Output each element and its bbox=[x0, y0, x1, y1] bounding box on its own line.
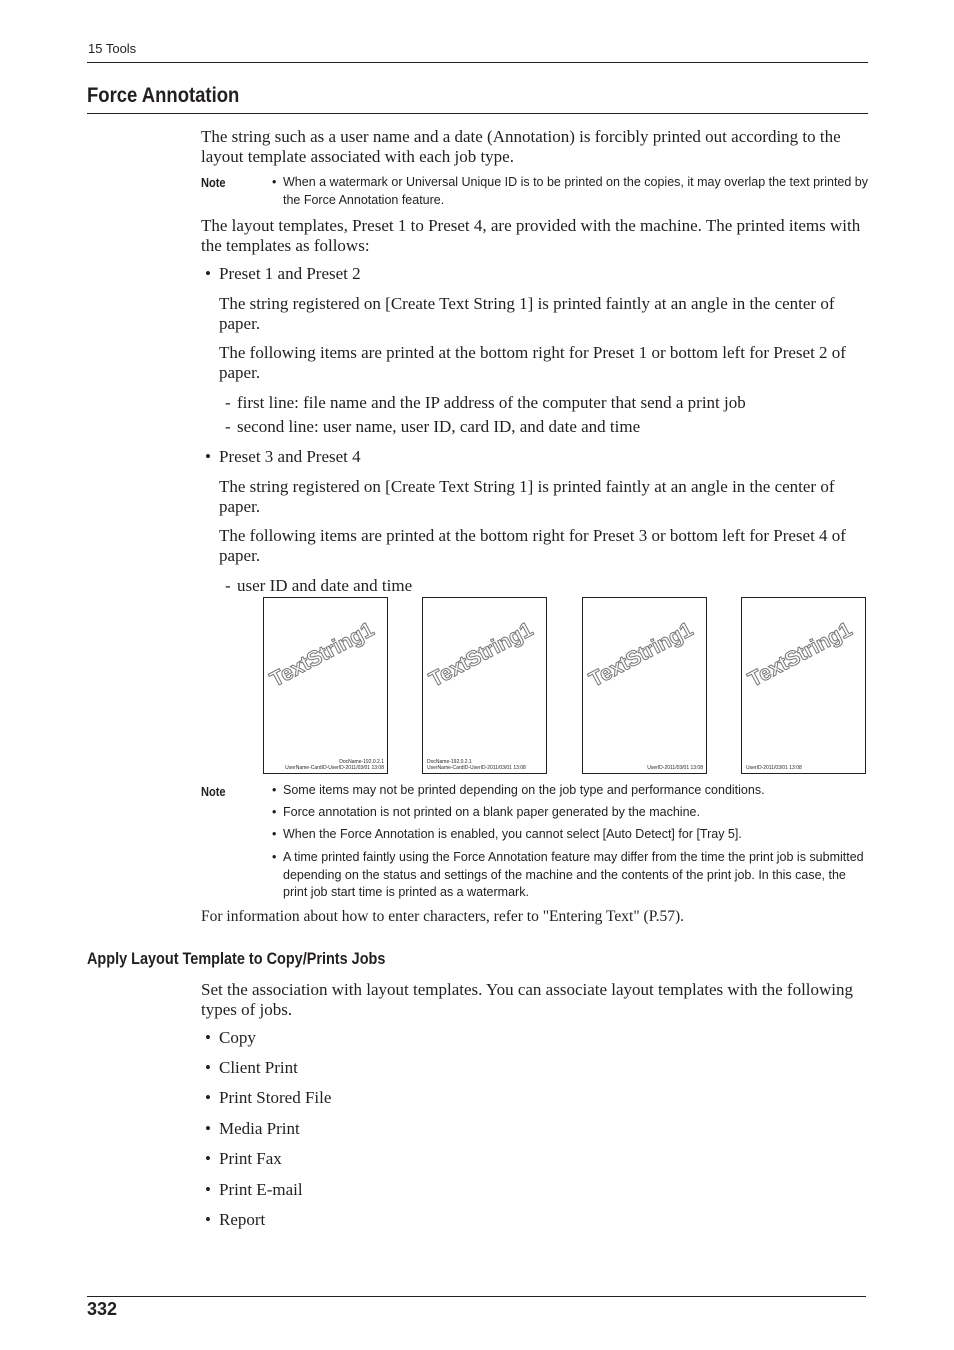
dash-icon: - bbox=[225, 576, 231, 595]
bullet-icon: • bbox=[205, 1180, 211, 1199]
preset-2-sample bbox=[422, 597, 547, 774]
watermark-text: TextString1 bbox=[425, 617, 537, 692]
watermark-text: TextString1 bbox=[266, 617, 378, 692]
bullet-icon: • bbox=[205, 1058, 211, 1077]
note-item: • A time printed faintly using the Force Annotation feature may differ from the time the print job is submitted depending on the status and settings of the machine and the contents of the print job. In this case, the print job start time is printed as a watermark. bbox=[272, 850, 864, 899]
page-number: 332 bbox=[87, 1299, 118, 1319]
bullet-icon: • bbox=[205, 264, 211, 283]
bullet-icon: • bbox=[205, 1088, 211, 1107]
note-label: Note bbox=[201, 175, 226, 190]
paragraph: Set the association with layout templates. You can associate layout templates with the following types of jobs. bbox=[201, 980, 854, 1019]
dash-item: user ID and date and time bbox=[237, 576, 413, 595]
bullet-icon: • bbox=[205, 1119, 211, 1138]
title-rule bbox=[87, 113, 868, 114]
preset-4-sample bbox=[741, 597, 866, 774]
footer-rule bbox=[87, 1296, 866, 1297]
paragraph: The following items are printed at the bottom right for Preset 3 or bottom left for Preset 4 of paper. bbox=[219, 526, 846, 565]
bullet-preset-3-4: Preset 3 and Preset 4 bbox=[219, 447, 361, 466]
bullet-icon: • bbox=[205, 1149, 211, 1168]
paragraph: The following items are printed at the bottom right for Preset 1 or bottom left for Preset 2 of paper. bbox=[219, 343, 846, 382]
preset-1-sample bbox=[263, 597, 388, 774]
list-item: Print Stored File bbox=[219, 1088, 332, 1107]
list-item: Client Print bbox=[219, 1058, 298, 1077]
paragraph: The string registered on [Create Text String 1] is printed faintly at an angle in the center of paper. bbox=[219, 294, 835, 333]
dash-icon: - bbox=[225, 393, 231, 412]
list-item: Report bbox=[219, 1210, 266, 1229]
bullet-icon: • bbox=[205, 1210, 211, 1229]
chapter-header: 15 Tools bbox=[88, 41, 137, 56]
dash-icon: - bbox=[225, 417, 231, 436]
section-title: Force Annotation bbox=[87, 84, 240, 107]
intro-paragraph: The string such as a user name and a date (Annotation) is forcibly printed out according to the layout template associated with each job type. bbox=[201, 127, 841, 166]
annotation-text: DocName-192.0.2.1 UserName-CardID-UserID-2011/03/01 13:08 bbox=[427, 759, 526, 771]
dash-item: first line: file name and the IP address of the computer that send a print job bbox=[237, 393, 746, 412]
header-rule bbox=[87, 62, 868, 63]
list-item: Print Fax bbox=[219, 1149, 282, 1168]
list-item: Copy bbox=[219, 1028, 256, 1047]
reference-link-text: For information about how to enter characters, refer to "Entering Text" (P.57). bbox=[201, 908, 685, 925]
paragraph: The layout templates, Preset 1 to Preset 4, are provided with the machine. The printed items with the templates as follows: bbox=[201, 216, 861, 255]
annotation-text: UserID-2011/03/01 13:08 bbox=[746, 765, 802, 771]
note-item: • Force annotation is not printed on a blank paper generated by the machine. bbox=[272, 805, 700, 819]
annotation-text: DocName-192.0.2.1 UserName-CardID-UserID-2011/03/01 13:08 bbox=[285, 759, 384, 771]
dash-item: second line: user name, user ID, card ID, and date and time bbox=[237, 417, 641, 436]
annotation-text: UserID-2011/03/01 13:08 bbox=[647, 765, 703, 771]
bullet-icon: • bbox=[205, 1028, 211, 1047]
subsection-title: Apply Layout Template to Copy/Prints Jobs bbox=[87, 949, 386, 968]
preset-3-sample bbox=[582, 597, 707, 774]
list-item: Media Print bbox=[219, 1119, 300, 1138]
note-label: Note bbox=[201, 784, 226, 799]
bullet-preset-1-2: Preset 1 and Preset 2 bbox=[219, 264, 361, 283]
bullet-icon: • bbox=[205, 447, 211, 466]
watermark-text: TextString1 bbox=[744, 617, 856, 692]
paragraph: The string registered on [Create Text String 1] is printed faintly at an angle in the center of paper. bbox=[219, 477, 835, 516]
list-item: Print E-mail bbox=[219, 1180, 303, 1199]
note-item: • When the Force Annotation is enabled, you cannot select [Auto Detect] for [Tray 5]. bbox=[272, 827, 742, 841]
watermark-text: TextString1 bbox=[585, 617, 697, 692]
note-item: • When a watermark or Universal Unique ID is to be printed on the copies, it may overlap the text printed by the Force Annotation feature. bbox=[272, 175, 869, 207]
note-item: • Some items may not be printed depending on the job type and performance conditions. bbox=[272, 783, 765, 797]
